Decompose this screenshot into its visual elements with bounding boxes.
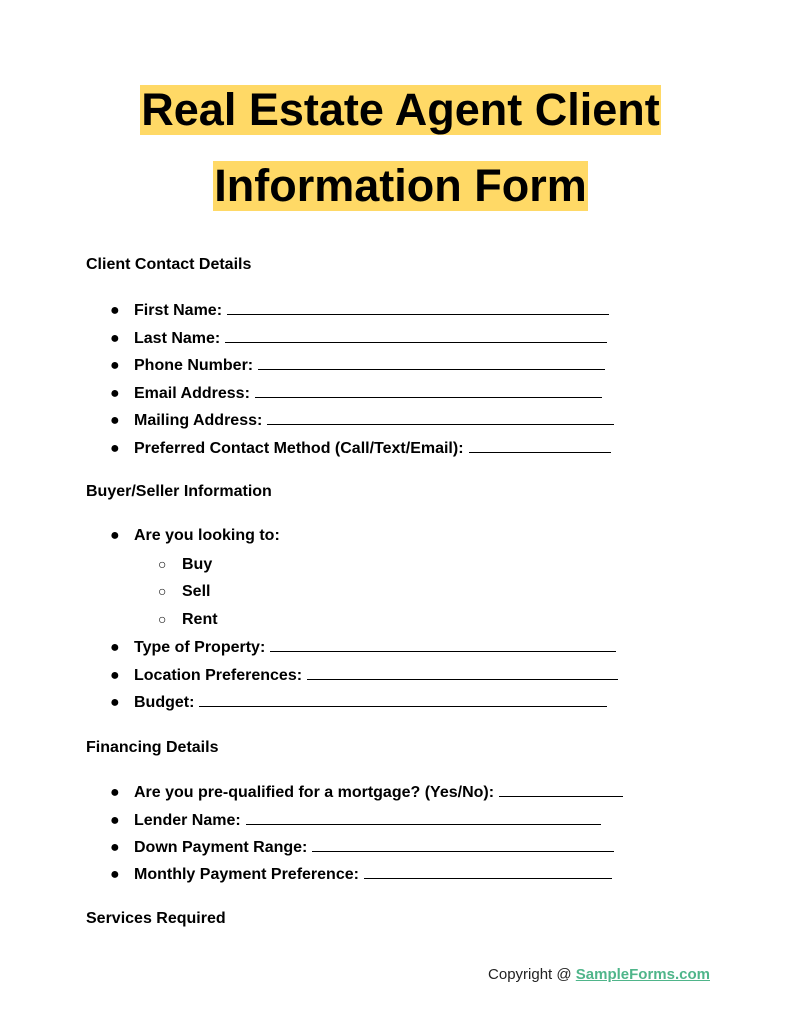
input-line[interactable] bbox=[307, 665, 618, 680]
input-line[interactable] bbox=[225, 328, 607, 343]
field-last-name[interactable]: ● Last Name: bbox=[110, 328, 607, 348]
input-line[interactable] bbox=[267, 410, 614, 425]
section-heading-contact: Client Contact Details bbox=[86, 256, 252, 273]
field-mailing-address[interactable]: ● Mailing Address: bbox=[110, 410, 614, 430]
bullet-icon: ● bbox=[110, 357, 120, 374]
copyright-text: Copyright @ bbox=[488, 966, 576, 983]
field-location-preferences[interactable]: ● Location Preferences: bbox=[110, 665, 618, 685]
bullet-icon: ● bbox=[110, 412, 120, 429]
input-line[interactable] bbox=[312, 837, 614, 852]
field-phone-number[interactable]: ● Phone Number: bbox=[110, 355, 605, 375]
field-pre-qualified[interactable]: ● Are you pre-qualified for a mortgage? (Yes/No): bbox=[110, 782, 623, 802]
circle-bullet-icon: ○ bbox=[158, 556, 167, 572]
input-line[interactable] bbox=[255, 383, 602, 398]
bullet-icon: ● bbox=[110, 839, 120, 856]
page-title-line-1: Real Estate Agent Client bbox=[141, 84, 660, 135]
field-monthly-payment-preference[interactable]: ● Monthly Payment Preference: bbox=[110, 864, 612, 884]
bullet-icon: ● bbox=[110, 527, 120, 544]
sampleforms-link[interactable]: SampleForms.com bbox=[575, 966, 710, 983]
bullet-icon: ● bbox=[110, 385, 120, 402]
option-rent[interactable]: ○ Rent bbox=[158, 611, 218, 628]
bullet-icon: ● bbox=[110, 694, 120, 711]
field-email-address[interactable]: ● Email Address: bbox=[110, 383, 602, 403]
field-looking-to: ● Are you looking to: bbox=[110, 527, 280, 544]
bullet-icon: ● bbox=[110, 330, 120, 347]
section-heading-buyer-seller: Buyer/Seller Information bbox=[86, 483, 272, 500]
page-title-line-2: Information Form bbox=[214, 160, 587, 211]
field-type-of-property[interactable]: ● Type of Property: bbox=[110, 637, 616, 657]
title-line-2 bbox=[0, 161, 801, 211]
field-down-payment-range[interactable]: ● Down Payment Range: bbox=[110, 837, 614, 857]
field-lender-name[interactable]: ● Lender Name: bbox=[110, 810, 601, 830]
bullet-icon: ● bbox=[110, 639, 120, 656]
input-line[interactable] bbox=[258, 355, 605, 370]
input-line[interactable] bbox=[499, 782, 623, 797]
bullet-icon: ● bbox=[110, 667, 120, 684]
title-line-1 bbox=[0, 85, 801, 135]
section-heading-financing: Financing Details bbox=[86, 739, 219, 756]
bullet-icon: ● bbox=[110, 440, 120, 457]
section-heading-services: Services Required bbox=[86, 910, 226, 927]
field-budget[interactable]: ● Budget: bbox=[110, 692, 607, 712]
input-line[interactable] bbox=[246, 810, 601, 825]
input-line[interactable] bbox=[469, 438, 611, 453]
field-first-name[interactable]: ● First Name: bbox=[110, 300, 609, 320]
bullet-icon: ● bbox=[110, 302, 120, 319]
bullet-icon: ● bbox=[110, 866, 120, 883]
field-preferred-contact-method[interactable]: ● Preferred Contact Method (Call/Text/Email): bbox=[110, 438, 611, 458]
input-line[interactable] bbox=[227, 300, 609, 315]
input-line[interactable] bbox=[199, 692, 607, 707]
circle-bullet-icon: ○ bbox=[158, 583, 167, 599]
option-buy[interactable]: ○ Buy bbox=[158, 556, 213, 573]
input-line[interactable] bbox=[270, 637, 616, 652]
bullet-icon: ● bbox=[110, 784, 120, 801]
option-sell[interactable]: ○ Sell bbox=[158, 583, 211, 600]
input-line[interactable] bbox=[364, 864, 612, 879]
bullet-icon: ● bbox=[110, 812, 120, 829]
circle-bullet-icon: ○ bbox=[158, 611, 167, 627]
copyright-footer bbox=[488, 966, 710, 983]
